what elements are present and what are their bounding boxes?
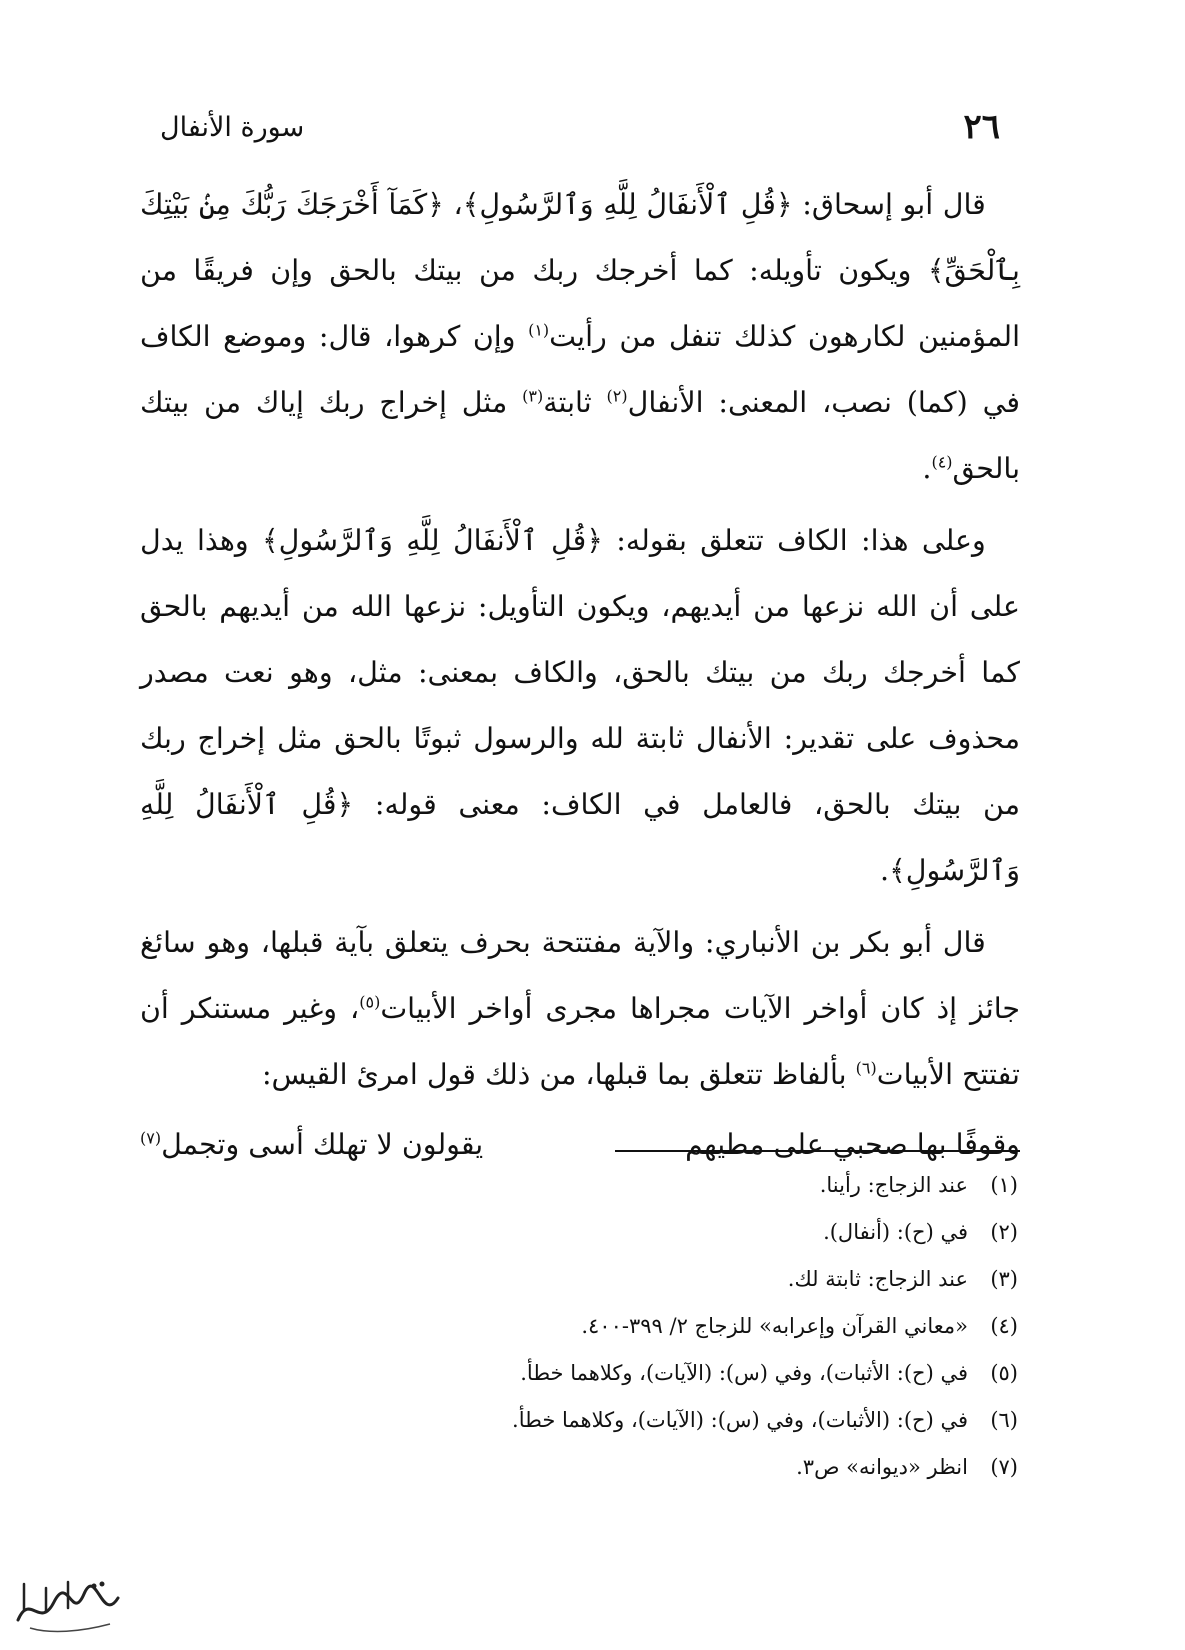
text-run: وعلى هذا: الكاف تتعلق بقوله: xyxy=(602,524,986,557)
text-run: وإن كرهوا، قال: وموضع الكاف في (كما) نصب، المعنى: الأنفال xyxy=(140,320,1020,419)
footnote-text: في (ح): (الأثبات)، وفي (س): (الآيات)، وكلاهما خطأ. xyxy=(512,1408,968,1432)
text-run: ويكون تأويله: كما أخرجك ربك من بيتك بالحق وإن فريقًا من المؤمنين لكارهون كذلك تنفل من رأيت xyxy=(140,254,1021,353)
text-run: قال أبو إسحاق: xyxy=(792,188,986,221)
footnote-text: عند الزجاج: ثابتة لك. xyxy=(787,1267,968,1291)
footnote-ref[interactable]: (٤) xyxy=(931,452,953,472)
footnote-number: (٤) xyxy=(990,1314,1018,1338)
chapter-title: سورة الأنفال xyxy=(160,111,305,143)
footnote-text: في (ح): (أنفال). xyxy=(823,1220,968,1244)
publisher-logo xyxy=(10,1572,125,1637)
footnote-item xyxy=(160,1162,1018,1209)
footnote-ref[interactable]: (٦) xyxy=(855,1058,877,1078)
text-run: ، xyxy=(443,188,463,221)
footnote-ref[interactable]: (٧) xyxy=(140,1128,162,1148)
footnote-ref[interactable]: (٣) xyxy=(522,386,544,406)
text-run: مثل إخراج ربك إياك من بيتك بالحق xyxy=(140,386,1020,485)
footnote-ref[interactable]: (٢) xyxy=(606,386,628,406)
footnote-text: في (ح): الأثبات)، وفي (س): (الآيات)، وكلاهما خطأ. xyxy=(520,1361,968,1385)
quran-quote: ﴿قُلِ ٱلْأَنفَالُ لِلَّهِ وَٱلرَّسُولِ﴾ xyxy=(261,524,603,557)
footnote-number: (٦) xyxy=(990,1408,1018,1432)
footnote-divider xyxy=(615,1150,1020,1152)
text-run: . xyxy=(880,854,890,887)
footnote-number: (٧) xyxy=(990,1455,1018,1479)
footnote-item xyxy=(160,1350,1018,1397)
body-text xyxy=(140,172,1020,1178)
quran-quote: ﴿كَمَآ أَخْرَجَكَ رَبُّكَ مِنۢ بَيْتِكَ بِٱلْحَقِّ﴾ xyxy=(140,188,1020,287)
paragraph-3 xyxy=(140,910,1020,1108)
quran-quote: ﴿قُلِ ٱلْأَنفَالُ لِلَّهِ وَٱلرَّسُولِ﴾ xyxy=(462,188,793,221)
verse-hemistich-1: وقوفًا بها صحبي على مطيهم xyxy=(685,1128,1020,1161)
footnote-item xyxy=(160,1256,1018,1303)
footnote-text: عند الزجاج: رأينا. xyxy=(819,1173,968,1197)
footnote-item xyxy=(160,1444,1018,1491)
text-run: ، وغير مستنكر أن تفتتح الأبيات xyxy=(140,992,1020,1091)
footnote-item xyxy=(160,1209,1018,1256)
footnote-text: «معاني القرآن وإعرابه» للزجاج ٢/ ٣٩٩-٤٠٠. xyxy=(581,1314,968,1338)
text-run: ثابتة xyxy=(543,386,607,419)
footnote-ref[interactable]: (١) xyxy=(528,320,550,340)
text-run: . xyxy=(922,452,932,485)
text-run: بألفاظ تتعلق بما قبلها، من ذلك قول امرئ القيس: xyxy=(261,1058,856,1091)
quran-quote: ﴿قُلِ ٱلْأَنفَالُ لِلَّهِ وَٱلرَّسُولِ﴾ xyxy=(140,788,1020,887)
paragraph-1 xyxy=(140,172,1020,502)
footnote-number: (٢) xyxy=(990,1220,1018,1244)
footnote-text: انظر «ديوانه» ص٣. xyxy=(796,1455,968,1479)
page-number: ٢٦ xyxy=(963,107,1000,147)
page-header xyxy=(160,102,1000,152)
footnote-number: (٣) xyxy=(990,1267,1018,1291)
text-run: وهذا يدل على أن الله نزعها من أيديهم، ويكون التأويل: نزعها الله من أيديهم بالحق كما أخرجك ربك من بيتك بالحق، والكاف بمعنى: مثل، وهو نعت مصدر محذوف على تقدير: الأنفال ثابتة لله والرسول ثبوتًا بالحق مثل إخراج ربك من بيتك بالحق، فالعامل في الكاف: معنى قوله: xyxy=(140,524,1021,821)
footnote-item xyxy=(160,1397,1018,1444)
footnote-number: (٥) xyxy=(990,1361,1018,1385)
paragraph-2 xyxy=(140,508,1020,904)
footnote-ref[interactable]: (٥) xyxy=(359,992,381,1012)
footnotes xyxy=(160,1162,1018,1491)
text-run: قال أبو بكر بن الأنباري: والآية مفتتحة بحرف يتعلق بآية قبلها، وهو سائغ جائز إذ كان أواخر الآيات مجراها مجرى أواخر الأبيات xyxy=(140,926,1020,1025)
footnote-number: (١) xyxy=(990,1173,1018,1197)
footnote-item xyxy=(160,1303,1018,1350)
verse-text: يقولون لا تهلك أسى وتجمل xyxy=(161,1128,484,1161)
